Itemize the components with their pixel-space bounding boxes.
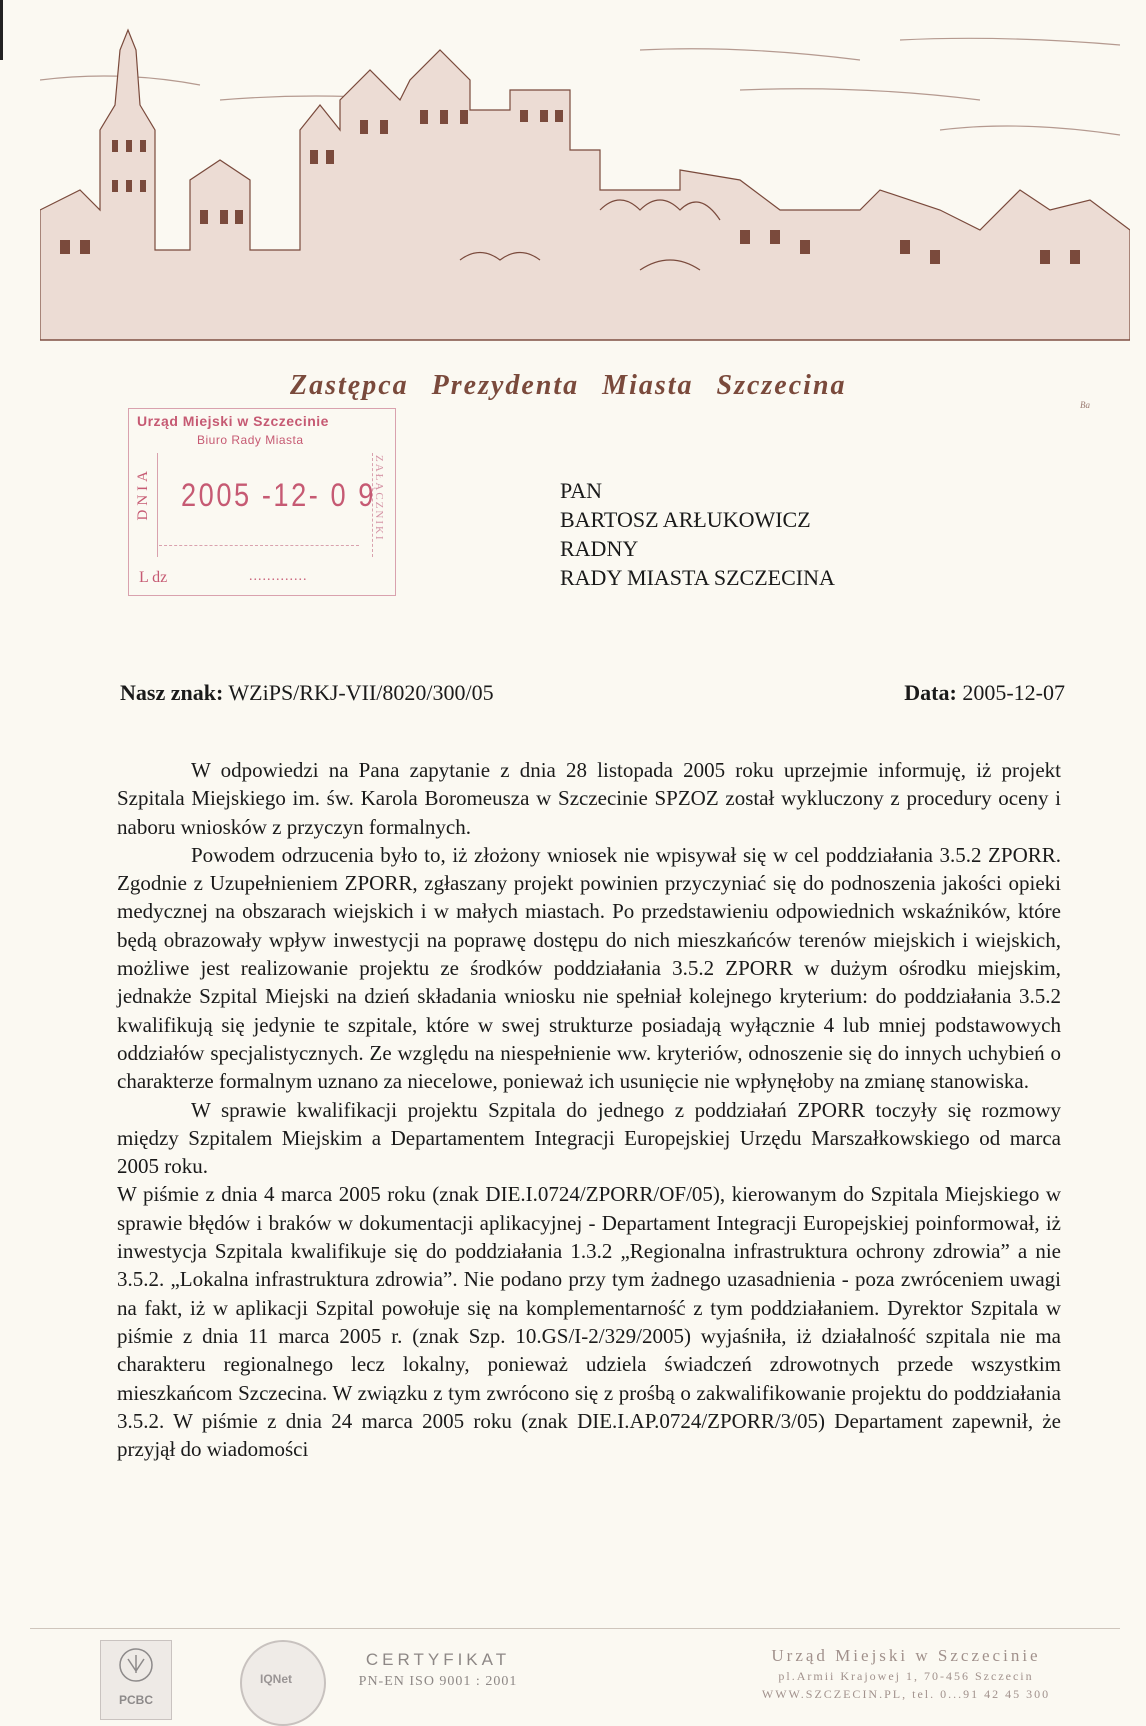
office-name: Urząd Miejski w Szczecinie (771, 1646, 1041, 1665)
registration-stamp (128, 408, 396, 596)
addressee-role: RADNY (560, 536, 639, 561)
pcbc-logo (100, 1640, 172, 1720)
reference-number (120, 680, 494, 706)
reference-value: WZiPS/RKJ-VII/8020/300/05 (228, 680, 494, 705)
page-edge (0, 0, 3, 60)
eagle-emblem-icon (101, 1641, 171, 1691)
certificate-standard: PN-EN ISO 9001 : 2001 (358, 1674, 518, 1689)
office-contact: WWW.SZCZECIN.PL, tel. 0...91 42 45 300 (761, 1687, 1051, 1701)
stamp-department: Biuro Rady Miasta (197, 433, 304, 447)
certificate-info (338, 1650, 538, 1690)
office-address: pl.Armii Krajowej 1, 70-456 Szczecin (778, 1669, 1034, 1683)
paragraph-3: W sprawie kwalifikacji projektu Szpitala do jednego z poddziałań ZPORR toczyły się rozmowy między Szpitalem Miejskim a Departamentem Integracji Europejskiej Urzędu Marszałkowskiego od marca 2005 roku. (117, 1097, 1061, 1179)
certificate-title: CERTYFIKAT (365, 1650, 511, 1669)
paragraph-2: Powodem odrzucenia było to, iż złożony wniosek nie wpisywał się w cel poddziałania 3.5.2 ZPORR. Zgodnie z Uzupełnieniem ZPORR, zgłaszany projekt powinien przyczyniać się do podnoszenia jakości opieki medycznej na obszarach wiejskich i w małych miastach. Po przedstawieniu odpowiednich wskaźników, które będą obrazowały wpływ inwestycji na poprawę dostępu do nich mieszkańców terenów miejskich i wiejskich, możliwe jest realizowanie projektu ze środków poddziałania 3.5.2 ZPORR w dużym ośrodku miejskim, jednakże Szpital Miejski na dzień składania wniosku nie spełniał kolejnego kryterium: do poddziałania 3.5.2 kwalifikują się jedynie te szpitale, które w swej strukturze posiadają wyłącznie 4 lub mniej podstawowych oddziałów specjalistycznych. Ze względu na niespełnienie ww. kryteriów, odnoszenie się do innych uchybień o charakterze formalnym uznano za niecelowe, ponieważ ich usunięcie nie wpłynęłoby na zmianę stanowiska. (117, 842, 1061, 1094)
date-value: 2005-12-07 (962, 680, 1065, 705)
letterhead-subtitle: Zastępca Prezydenta Miasta Szczecina (290, 370, 847, 401)
stamp-office-name: Urząd Miejski w Szczecinie (137, 413, 329, 429)
addressee-block (560, 476, 835, 592)
reference-label: Nasz znak: (120, 680, 224, 705)
addressee-council: RADY MIASTA SZCZECINA (560, 565, 835, 590)
paragraph-4: W piśmie z dnia 4 marca 2005 roku (znak DIE.I.0724/ZPORR/OF/05), kierowanym do Szpitala Miejskiego w sprawie błędów i braków w dokumentacji aplikacyjnej - Departament Integracji Europejskiej poinformował, iż inwestycja Szpitala kwalifikuje się do poddziałania 1.3.2 „Regionalna infrastruktura ochrony zdrowia” a nie 3.5.2. „Lokalna infrastruktura zdrowia”. Nie podano przy tym żadnego uzasadnienia - poza zwróceniem uwagi na fakt, iż w aplikacji Szpital powołuje się na komplementarność z tym poddziałaniem. Dyrektor Szpitala w piśmie z dnia 11 marca 2005 r. (znak Szp. 10.GS/I-2/329/2005) wyjaśniła, iż działalność szpitala nie ma charakteru regionalnego lecz lokalny, ponieważ udziela świadczeń zdrowotnych przede wszystkim mieszkańcom Szczecina. W związku z tym zwrócono się z prośbą o zakwalifikowanie projektu do poddziałania 3.5.2. W piśmie z dnia 24 marca 2005 roku (znak DIE.I.AP.0724/ZPORR/3/05) Departament zapewnił, że przyjął do wiadomości (117, 1182, 1061, 1462)
addressee-name: BARTOSZ ARŁUKOWICZ (560, 507, 811, 532)
document-date (904, 680, 1065, 706)
iqnet-certificate-seal (240, 1640, 326, 1726)
letter-body (117, 756, 1061, 1463)
stamp-date: 2005 -12- 0 9 (181, 477, 376, 513)
illustrator-signature: Ba (1080, 400, 1090, 410)
office-contact-block (756, 1646, 1056, 1702)
footer-divider (30, 1628, 1120, 1629)
pcbc-label: PCBC (118, 1693, 153, 1707)
stamp-divider (159, 545, 359, 546)
addressee-title: PAN (560, 478, 602, 503)
stamp-attachments-label: ZAŁĄCZNIKI (373, 455, 385, 542)
stamp-day-label: DNIA (135, 467, 151, 521)
stamp-ldz-dots: ............. (249, 569, 308, 584)
iqnet-label: IQNet (260, 1672, 293, 1686)
date-label: Data: (904, 680, 957, 705)
paragraph-1: W odpowiedzi na Pana zapytanie z dnia 28 listopada 2005 roku uprzejmie informuję, iż projekt Szpitala Miejskiego im. św. Karola Boromeusza w Szczecinie SPZOZ został wykluczony z procedury oceny i naboru wniosków z przyczyn formalnych. (117, 758, 1061, 839)
city-panorama-illustration (40, 10, 1130, 370)
stamp-ldz-label: L dz (139, 569, 168, 586)
